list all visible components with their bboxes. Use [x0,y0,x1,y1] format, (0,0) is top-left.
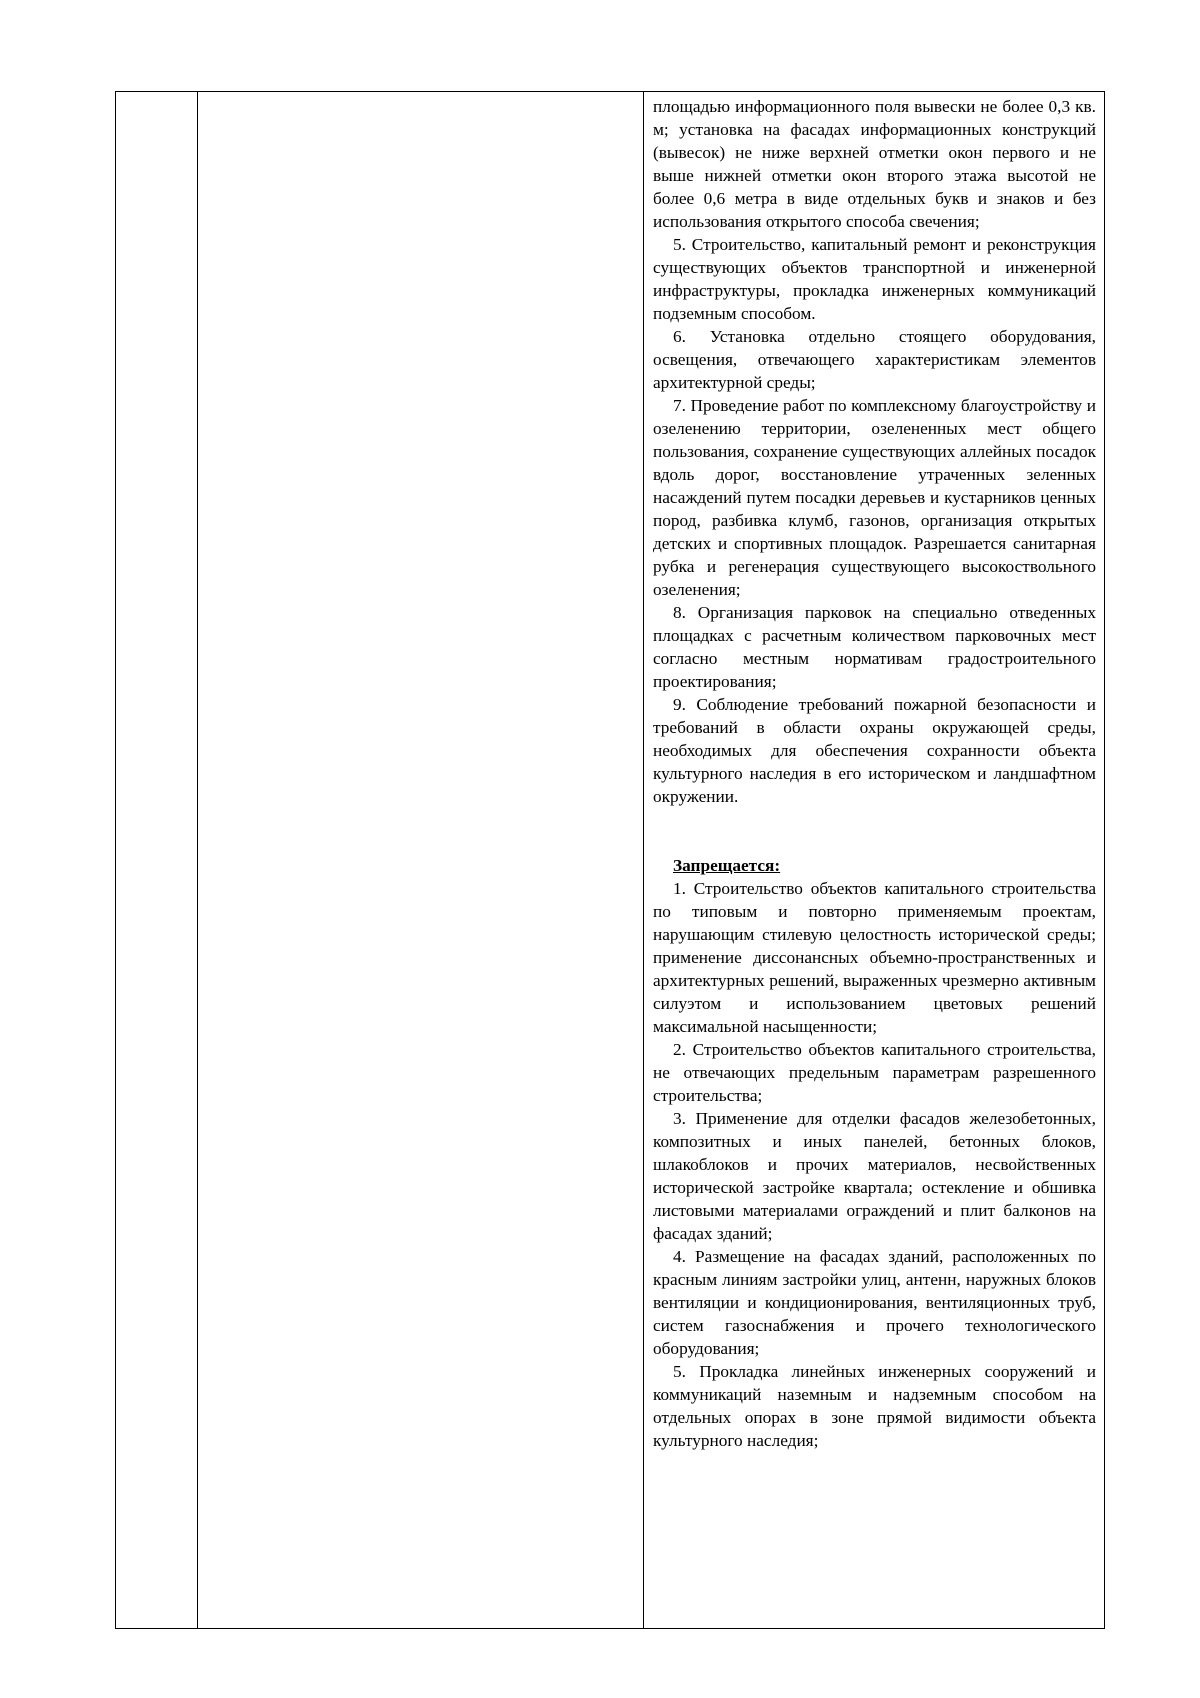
section-gap [653,808,1096,854]
prohibited-heading: Запрещается: [673,856,781,875]
prohibited-item-4: 4. Размещение на фасадах зданий, расположенных по красным линиям застройки улиц, антенн, наружных блоков вентиляции и кондиционирования, вентиляционных труб, систем газоснабжения и прочего технологического оборудования; [653,1247,1096,1358]
allowed-item-7: 7. Проведение работ по комплексному благоустройству и озеленению территории, озелененных мест общего пользования, сохранение существующих аллейных посадок вдоль дорог, восстановление утраченных зеленных насаждений путем посадки деревьев и кустарников ценных пород, разбивка клумб, газонов, организация открытых детских и спортивных площадок. Разрешается санитарная рубка и регенерация существующего высокоствольного озеленения; [653,396,1096,599]
column-divider-1 [197,92,198,1628]
requirements-cell [653,95,1096,1452]
prohibited-item-3: 3. Применение для отделки фасадов железобетонных, композитных и иных панелей, бетонных блоков, шлакоблоков и прочих материалов, несвойственных исторической застройке квартала; остекление и обшивка листовыми материалами ограждений и плит балконов на фасадах зданий; [653,1109,1096,1243]
allowed-item-8: 8. Организация парковок на специально отведенных площадках с расчетным количеством парковочных мест согласно местным нормативам градостроительного проектирования; [653,603,1096,691]
continuation-paragraph: площадью информационного поля вывески не более 0,3 кв. м; установка на фасадах информационных конструкций (вывесок) не ниже верхней отметки окон первого и не выше нижней отметки окон второго этажа высотой не более 0,6 метра в виде отдельных букв и знаков и без использования открытого способа свечения; [653,97,1096,231]
regulations-table [115,91,1105,1629]
allowed-item-5: 5. Строительство, капитальный ремонт и реконструкция существующих объектов транспортной и инженерной инфраструктуры, прокладка инженерных коммуникаций подземным способом. [653,235,1096,323]
prohibited-item-2: 2. Строительство объектов капитального строительства, не отвечающих предельным параметрам разрешенного строительства; [653,1040,1096,1105]
column-divider-2 [643,92,644,1628]
allowed-item-6: 6. Установка отдельно стоящего оборудования, освещения, отвечающего характеристикам элементов архитектурной среды; [653,327,1096,392]
prohibited-item-1: 1. Строительство объектов капитального строительства по типовым и повторно применяемым проектам, нарушающим стилевую целостность исторической среды; применение диссонансных объемно-пространственных и архитектурных решений, выраженных чрезмерно активным силуэтом и использованием цветовых решений максимальной насыщенности; [653,879,1096,1036]
allowed-item-9: 9. Соблюдение требований пожарной безопасности и требований в области охраны окружающей среды, необходимых для обеспечения сохранности объекта культурного наследия в его историческом и ландшафтном окружении. [653,695,1096,806]
prohibited-item-5: 5. Прокладка линейных инженерных сооружений и коммуникаций наземным и надземным способом на отдельных опорах в зоне прямой видимости объекта культурного наследия; [653,1362,1096,1450]
